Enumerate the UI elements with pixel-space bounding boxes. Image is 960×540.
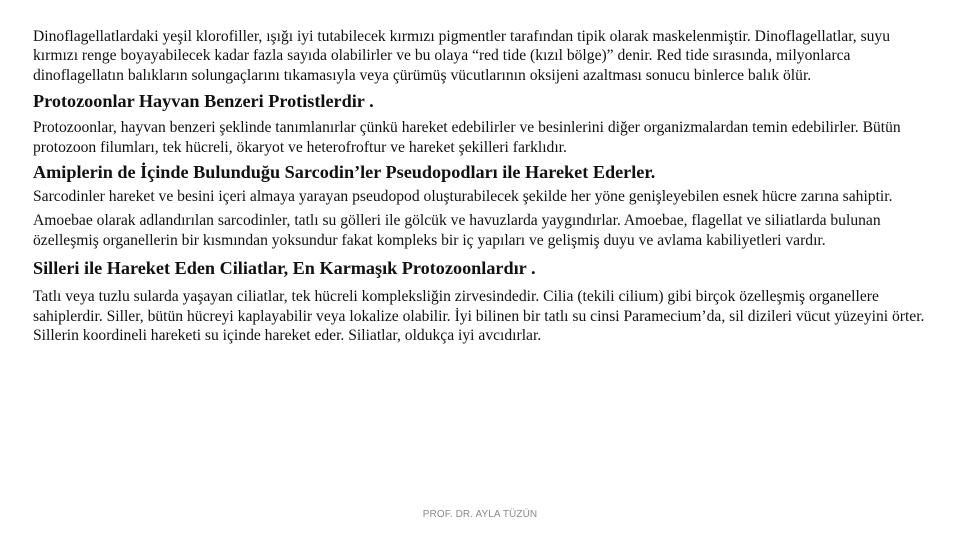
paragraph-ciliates: Tatlı veya tuzlu sularda yaşayan ciliatlar, tek hücreli kompleksliğin zirvesindedir. Cilia (tekili cilium) gibi birçok özelleşmiş organellere sahiplerdir. Siller, bütün hücreyi kaplayabilir veya lokalize olabilir. İyi bilinen bir tatlı su cinsi Paramecium’da, sil dizileri vücut yüzeyini örter. Sillerin koordineli hareketi su içinde hareket eder. Siliatlar, oldukça iyi avcıdırlar. [33,288,925,345]
footer-author: PROF. DR. AYLA TÜZÜN [422,509,538,520]
paragraph-dinoflagellates: Dinoflagellatlardaki yeşil klorofiller, ışığı iyi tutabilecek kırmızı pigmentler tarafından tipik olarak maskelenmiştir. Dinoflagellatlar, suyu kırmızı renge boyayabilecek kadar fazla sayıda olabilirler ve bu olaya “red tide (kızıl bölge)” denir. Red tide sırasında, milyonlarca dinoflagellatın balıkların solungaçlarını tıkamasıyla veya çürümüş vücutlarının oksijeni azaltması sonucu binlerce balık ölür. [33,28,891,84]
heading-sarcodines: Amiplerin de İçinde Bulunduğu Sarcodin’ler Pseudopodları ile Hareket Ederler. [33,162,656,183]
paragraph-amoebae: Amoebae olarak adlandırılan sarcodinler, tatlı su gölleri ile gölcük ve havuzlarda yaygındırlar. Amoebae, flagellat ve siliatlarda bulunan özelleşmiş organellerin bir kısmından yoksundur fakat kompleks bir iç yapıları ve gelişmiş duyu ve avlama kabiliyetleri vardır. [33,212,881,249]
heading-ciliates: Silleri ile Hareket Eden Ciliatlar, En Karmaşık Protozoonlardır . [33,258,536,279]
paragraph-sarcodines: Sarcodinler hareket ve besini içeri almaya yarayan pseudopod oluşturabilecek şekilde her yöne genişleyebilen esnek hücre zarına sahiptir. [33,188,893,206]
heading-protozoa: Protozoonlar Hayvan Benzeri Protistlerdir . [33,91,374,112]
slide-content [33,27,933,345]
paragraph-protozoa: Protozoonlar, hayvan benzeri şeklinde tanımlanırlar çünkü hareket edebilirler ve besinlerini diğer organizmalardan temin edebilirler. Bütün protozoon filumları, tek hücreli, ökaryot ve heterofroftur ve hareket şekilleri farklıdır. [33,119,901,156]
